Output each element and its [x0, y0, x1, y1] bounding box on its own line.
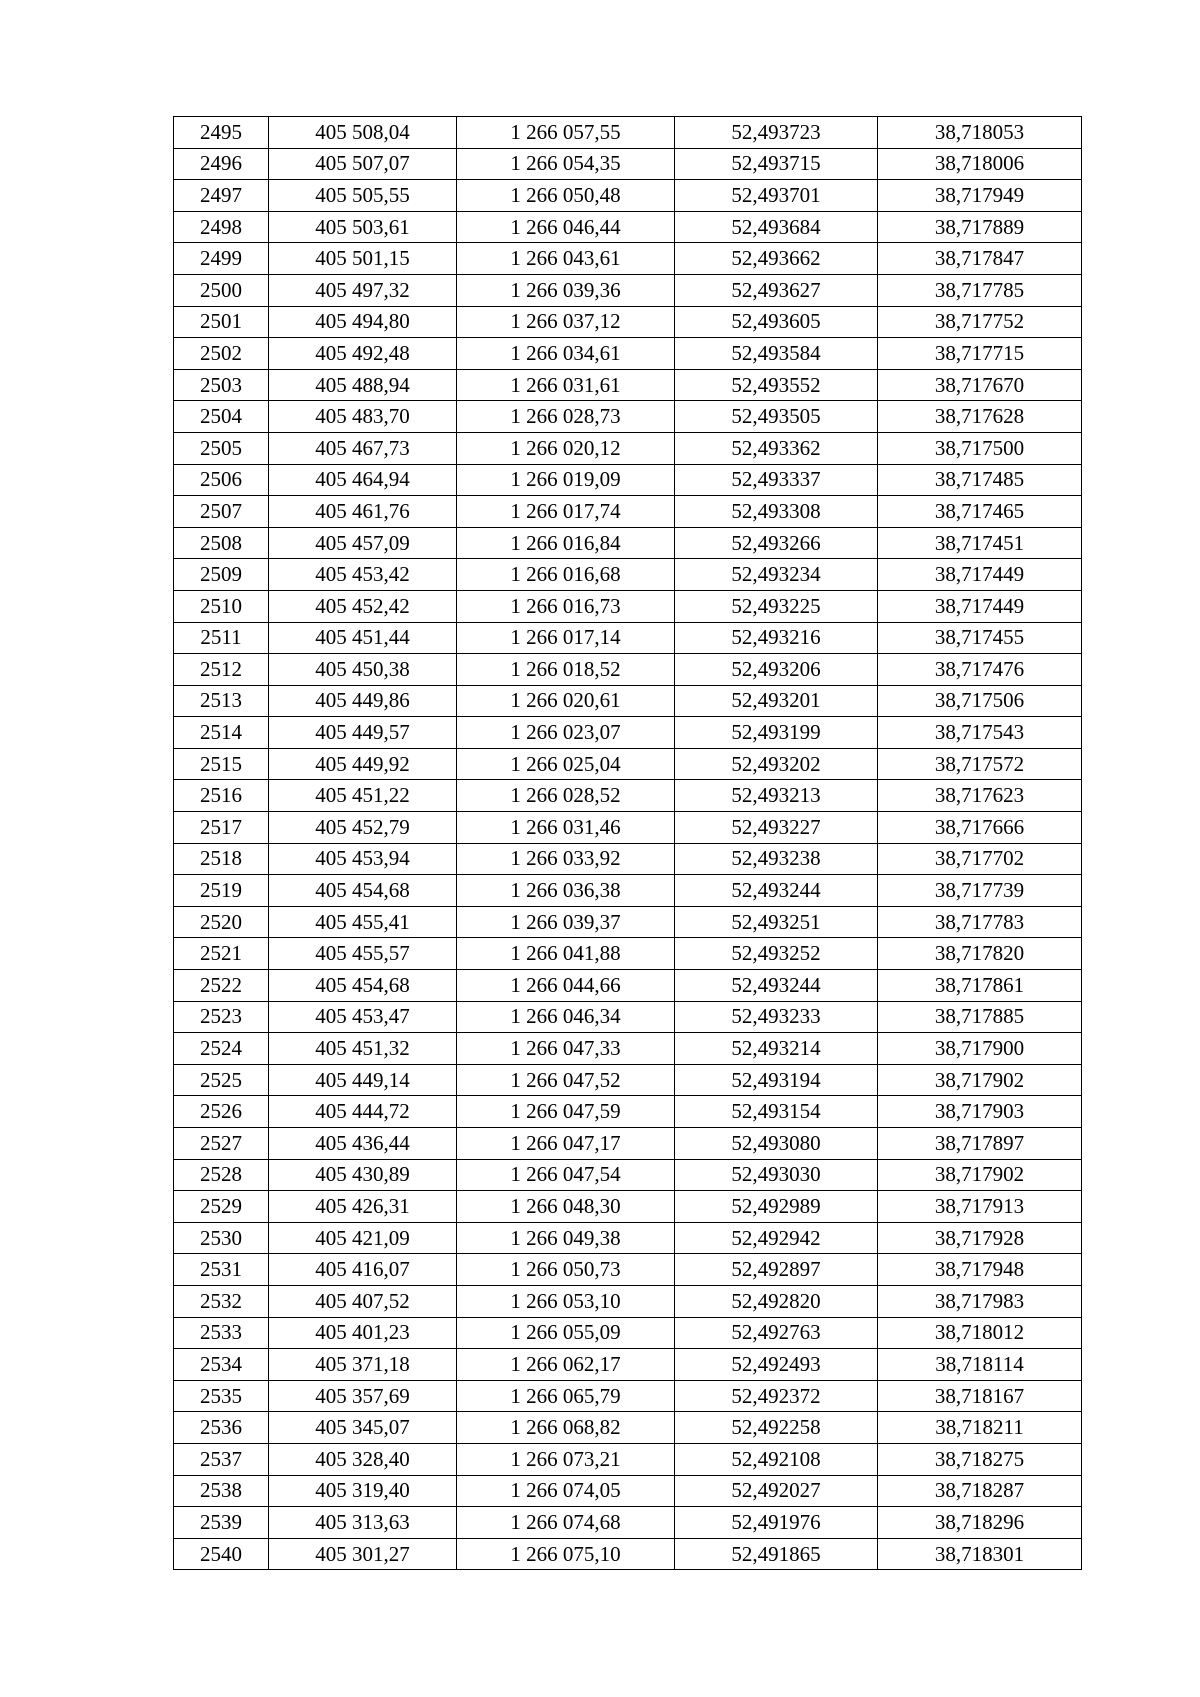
latitude-cell: 52,492989 [675, 1191, 878, 1223]
y-coordinate-cell: 1 266 055,09 [457, 1317, 675, 1349]
latitude-cell: 52,492108 [675, 1443, 878, 1475]
coordinates-table [173, 116, 1082, 1570]
latitude-cell: 52,493505 [675, 401, 878, 433]
table-row [174, 1254, 1082, 1286]
x-coordinate-cell: 405 483,70 [269, 401, 457, 433]
point-number-cell: 2526 [174, 1096, 269, 1128]
latitude-cell: 52,493206 [675, 654, 878, 686]
table-row [174, 1538, 1082, 1570]
table-row [174, 148, 1082, 180]
y-coordinate-cell: 1 266 050,48 [457, 180, 675, 212]
latitude-cell: 52,493214 [675, 1033, 878, 1065]
longitude-cell: 38,717928 [878, 1222, 1082, 1254]
longitude-cell: 38,717739 [878, 875, 1082, 907]
longitude-cell: 38,718012 [878, 1317, 1082, 1349]
latitude-cell: 52,493234 [675, 559, 878, 591]
x-coordinate-cell: 405 494,80 [269, 306, 457, 338]
table-row [174, 780, 1082, 812]
y-coordinate-cell: 1 266 016,73 [457, 590, 675, 622]
x-coordinate-cell: 405 328,40 [269, 1443, 457, 1475]
latitude-cell: 52,493238 [675, 843, 878, 875]
longitude-cell: 38,717889 [878, 211, 1082, 243]
latitude-cell: 52,491865 [675, 1538, 878, 1570]
latitude-cell: 52,493266 [675, 527, 878, 559]
table-row [174, 590, 1082, 622]
x-coordinate-cell: 405 467,73 [269, 432, 457, 464]
table-row [174, 369, 1082, 401]
point-number-cell: 2534 [174, 1349, 269, 1381]
point-number-cell: 2509 [174, 559, 269, 591]
x-coordinate-cell: 405 503,61 [269, 211, 457, 243]
table-row [174, 180, 1082, 212]
x-coordinate-cell: 405 501,15 [269, 243, 457, 275]
point-number-cell: 2507 [174, 496, 269, 528]
table-row [174, 1222, 1082, 1254]
latitude-cell: 52,493194 [675, 1064, 878, 1096]
point-number-cell: 2500 [174, 274, 269, 306]
table-row [174, 1443, 1082, 1475]
table-row [174, 1507, 1082, 1539]
longitude-cell: 38,717623 [878, 780, 1082, 812]
longitude-cell: 38,717902 [878, 1159, 1082, 1191]
latitude-cell: 52,493225 [675, 590, 878, 622]
x-coordinate-cell: 405 488,94 [269, 369, 457, 401]
x-coordinate-cell: 405 453,47 [269, 1001, 457, 1033]
table-row [174, 1096, 1082, 1128]
longitude-cell: 38,717449 [878, 590, 1082, 622]
point-number-cell: 2537 [174, 1443, 269, 1475]
point-number-cell: 2518 [174, 843, 269, 875]
point-number-cell: 2527 [174, 1128, 269, 1160]
longitude-cell: 38,718006 [878, 148, 1082, 180]
table-row [174, 748, 1082, 780]
table-row [174, 1001, 1082, 1033]
x-coordinate-cell: 405 416,07 [269, 1254, 457, 1286]
point-number-cell: 2498 [174, 211, 269, 243]
x-coordinate-cell: 405 461,76 [269, 496, 457, 528]
y-coordinate-cell: 1 266 016,84 [457, 527, 675, 559]
table-row [174, 496, 1082, 528]
x-coordinate-cell: 405 449,57 [269, 717, 457, 749]
point-number-cell: 2517 [174, 812, 269, 844]
longitude-cell: 38,717572 [878, 748, 1082, 780]
table-row [174, 970, 1082, 1002]
latitude-cell: 52,492942 [675, 1222, 878, 1254]
x-coordinate-cell: 405 430,89 [269, 1159, 457, 1191]
longitude-cell: 38,717465 [878, 496, 1082, 528]
y-coordinate-cell: 1 266 046,34 [457, 1001, 675, 1033]
latitude-cell: 52,492763 [675, 1317, 878, 1349]
table-row [174, 432, 1082, 464]
y-coordinate-cell: 1 266 047,17 [457, 1128, 675, 1160]
longitude-cell: 38,717666 [878, 812, 1082, 844]
longitude-cell: 38,717451 [878, 527, 1082, 559]
longitude-cell: 38,717783 [878, 906, 1082, 938]
latitude-cell: 52,493662 [675, 243, 878, 275]
point-number-cell: 2516 [174, 780, 269, 812]
y-coordinate-cell: 1 266 039,36 [457, 274, 675, 306]
point-number-cell: 2524 [174, 1033, 269, 1065]
longitude-cell: 38,718167 [878, 1380, 1082, 1412]
latitude-cell: 52,492372 [675, 1380, 878, 1412]
latitude-cell: 52,492027 [675, 1475, 878, 1507]
table-row [174, 1191, 1082, 1223]
longitude-cell: 38,717913 [878, 1191, 1082, 1223]
point-number-cell: 2512 [174, 654, 269, 686]
longitude-cell: 38,717670 [878, 369, 1082, 401]
point-number-cell: 2515 [174, 748, 269, 780]
longitude-cell: 38,718275 [878, 1443, 1082, 1475]
y-coordinate-cell: 1 266 025,04 [457, 748, 675, 780]
point-number-cell: 2538 [174, 1475, 269, 1507]
x-coordinate-cell: 405 449,14 [269, 1064, 457, 1096]
latitude-cell: 52,493252 [675, 938, 878, 970]
x-coordinate-cell: 405 492,48 [269, 338, 457, 370]
table-row [174, 1159, 1082, 1191]
table-row [174, 1475, 1082, 1507]
point-number-cell: 2533 [174, 1317, 269, 1349]
x-coordinate-cell: 405 453,42 [269, 559, 457, 591]
table-row [174, 1349, 1082, 1381]
y-coordinate-cell: 1 266 017,74 [457, 496, 675, 528]
point-number-cell: 2504 [174, 401, 269, 433]
point-number-cell: 2530 [174, 1222, 269, 1254]
longitude-cell: 38,717820 [878, 938, 1082, 970]
x-coordinate-cell: 405 451,44 [269, 622, 457, 654]
y-coordinate-cell: 1 266 075,10 [457, 1538, 675, 1570]
y-coordinate-cell: 1 266 048,30 [457, 1191, 675, 1223]
y-coordinate-cell: 1 266 037,12 [457, 306, 675, 338]
point-number-cell: 2531 [174, 1254, 269, 1286]
longitude-cell: 38,717449 [878, 559, 1082, 591]
longitude-cell: 38,717900 [878, 1033, 1082, 1065]
table-row [174, 843, 1082, 875]
x-coordinate-cell: 405 450,38 [269, 654, 457, 686]
point-number-cell: 2513 [174, 685, 269, 717]
longitude-cell: 38,718053 [878, 117, 1082, 149]
table-row [174, 464, 1082, 496]
point-number-cell: 2505 [174, 432, 269, 464]
point-number-cell: 2539 [174, 1507, 269, 1539]
point-number-cell: 2510 [174, 590, 269, 622]
y-coordinate-cell: 1 266 020,12 [457, 432, 675, 464]
latitude-cell: 52,493362 [675, 432, 878, 464]
x-coordinate-cell: 405 301,27 [269, 1538, 457, 1570]
longitude-cell: 38,717628 [878, 401, 1082, 433]
point-number-cell: 2511 [174, 622, 269, 654]
point-number-cell: 2529 [174, 1191, 269, 1223]
latitude-cell: 52,493233 [675, 1001, 878, 1033]
latitude-cell: 52,492258 [675, 1412, 878, 1444]
x-coordinate-cell: 405 451,22 [269, 780, 457, 812]
x-coordinate-cell: 405 357,69 [269, 1380, 457, 1412]
longitude-cell: 38,717861 [878, 970, 1082, 1002]
y-coordinate-cell: 1 266 043,61 [457, 243, 675, 275]
y-coordinate-cell: 1 266 031,61 [457, 369, 675, 401]
longitude-cell: 38,717500 [878, 432, 1082, 464]
table-row [174, 1380, 1082, 1412]
point-number-cell: 2523 [174, 1001, 269, 1033]
x-coordinate-cell: 405 455,57 [269, 938, 457, 970]
y-coordinate-cell: 1 266 033,92 [457, 843, 675, 875]
x-coordinate-cell: 405 426,31 [269, 1191, 457, 1223]
latitude-cell: 52,493202 [675, 748, 878, 780]
longitude-cell: 38,717903 [878, 1096, 1082, 1128]
point-number-cell: 2514 [174, 717, 269, 749]
y-coordinate-cell: 1 266 028,73 [457, 401, 675, 433]
point-number-cell: 2497 [174, 180, 269, 212]
y-coordinate-cell: 1 266 050,73 [457, 1254, 675, 1286]
point-number-cell: 2502 [174, 338, 269, 370]
x-coordinate-cell: 405 345,07 [269, 1412, 457, 1444]
longitude-cell: 38,718296 [878, 1507, 1082, 1539]
y-coordinate-cell: 1 266 068,82 [457, 1412, 675, 1444]
y-coordinate-cell: 1 266 065,79 [457, 1380, 675, 1412]
table-row [174, 1317, 1082, 1349]
point-number-cell: 2525 [174, 1064, 269, 1096]
latitude-cell: 52,493216 [675, 622, 878, 654]
table-row [174, 812, 1082, 844]
longitude-cell: 38,717506 [878, 685, 1082, 717]
table-row [174, 622, 1082, 654]
point-number-cell: 2532 [174, 1285, 269, 1317]
x-coordinate-cell: 405 436,44 [269, 1128, 457, 1160]
y-coordinate-cell: 1 266 020,61 [457, 685, 675, 717]
longitude-cell: 38,717785 [878, 274, 1082, 306]
latitude-cell: 52,493080 [675, 1128, 878, 1160]
table-row [174, 527, 1082, 559]
document-page [173, 116, 1081, 1570]
x-coordinate-cell: 405 508,04 [269, 117, 457, 149]
latitude-cell: 52,493251 [675, 906, 878, 938]
latitude-cell: 52,493244 [675, 970, 878, 1002]
longitude-cell: 38,718114 [878, 1349, 1082, 1381]
y-coordinate-cell: 1 266 017,14 [457, 622, 675, 654]
y-coordinate-cell: 1 266 057,55 [457, 117, 675, 149]
y-coordinate-cell: 1 266 062,17 [457, 1349, 675, 1381]
latitude-cell: 52,493244 [675, 875, 878, 907]
point-number-cell: 2540 [174, 1538, 269, 1570]
x-coordinate-cell: 405 319,40 [269, 1475, 457, 1507]
latitude-cell: 52,493584 [675, 338, 878, 370]
table-row [174, 306, 1082, 338]
x-coordinate-cell: 405 313,63 [269, 1507, 457, 1539]
latitude-cell: 52,493701 [675, 180, 878, 212]
table-row [174, 1128, 1082, 1160]
x-coordinate-cell: 405 497,32 [269, 274, 457, 306]
longitude-cell: 38,717897 [878, 1128, 1082, 1160]
y-coordinate-cell: 1 266 047,54 [457, 1159, 675, 1191]
latitude-cell: 52,493199 [675, 717, 878, 749]
coordinates-table-body [174, 117, 1082, 1570]
x-coordinate-cell: 405 407,52 [269, 1285, 457, 1317]
point-number-cell: 2536 [174, 1412, 269, 1444]
y-coordinate-cell: 1 266 074,68 [457, 1507, 675, 1539]
point-number-cell: 2499 [174, 243, 269, 275]
table-row [174, 717, 1082, 749]
latitude-cell: 52,493715 [675, 148, 878, 180]
x-coordinate-cell: 405 507,07 [269, 148, 457, 180]
x-coordinate-cell: 405 455,41 [269, 906, 457, 938]
point-number-cell: 2528 [174, 1159, 269, 1191]
y-coordinate-cell: 1 266 028,52 [457, 780, 675, 812]
longitude-cell: 38,717949 [878, 180, 1082, 212]
point-number-cell: 2495 [174, 117, 269, 149]
table-row [174, 1285, 1082, 1317]
table-row [174, 1064, 1082, 1096]
latitude-cell: 52,493627 [675, 274, 878, 306]
latitude-cell: 52,493684 [675, 211, 878, 243]
x-coordinate-cell: 405 454,68 [269, 970, 457, 1002]
y-coordinate-cell: 1 266 046,44 [457, 211, 675, 243]
longitude-cell: 38,717543 [878, 717, 1082, 749]
table-row [174, 654, 1082, 686]
latitude-cell: 52,493308 [675, 496, 878, 528]
latitude-cell: 52,493213 [675, 780, 878, 812]
table-row [174, 938, 1082, 970]
y-coordinate-cell: 1 266 053,10 [457, 1285, 675, 1317]
x-coordinate-cell: 405 449,92 [269, 748, 457, 780]
point-number-cell: 2508 [174, 527, 269, 559]
x-coordinate-cell: 405 421,09 [269, 1222, 457, 1254]
latitude-cell: 52,493227 [675, 812, 878, 844]
y-coordinate-cell: 1 266 031,46 [457, 812, 675, 844]
x-coordinate-cell: 405 451,32 [269, 1033, 457, 1065]
x-coordinate-cell: 405 453,94 [269, 843, 457, 875]
y-coordinate-cell: 1 266 073,21 [457, 1443, 675, 1475]
table-row [174, 274, 1082, 306]
latitude-cell: 52,493552 [675, 369, 878, 401]
y-coordinate-cell: 1 266 044,66 [457, 970, 675, 1002]
y-coordinate-cell: 1 266 041,88 [457, 938, 675, 970]
latitude-cell: 52,493030 [675, 1159, 878, 1191]
longitude-cell: 38,718301 [878, 1538, 1082, 1570]
latitude-cell: 52,492820 [675, 1285, 878, 1317]
longitude-cell: 38,717715 [878, 338, 1082, 370]
latitude-cell: 52,492493 [675, 1349, 878, 1381]
longitude-cell: 38,717902 [878, 1064, 1082, 1096]
y-coordinate-cell: 1 266 047,33 [457, 1033, 675, 1065]
x-coordinate-cell: 405 371,18 [269, 1349, 457, 1381]
longitude-cell: 38,717885 [878, 1001, 1082, 1033]
y-coordinate-cell: 1 266 047,59 [457, 1096, 675, 1128]
y-coordinate-cell: 1 266 034,61 [457, 338, 675, 370]
table-row [174, 338, 1082, 370]
longitude-cell: 38,718211 [878, 1412, 1082, 1444]
latitude-cell: 52,493201 [675, 685, 878, 717]
x-coordinate-cell: 405 444,72 [269, 1096, 457, 1128]
latitude-cell: 52,492897 [675, 1254, 878, 1286]
x-coordinate-cell: 405 452,42 [269, 590, 457, 622]
latitude-cell: 52,493723 [675, 117, 878, 149]
y-coordinate-cell: 1 266 016,68 [457, 559, 675, 591]
point-number-cell: 2503 [174, 369, 269, 401]
table-row [174, 1412, 1082, 1444]
point-number-cell: 2521 [174, 938, 269, 970]
x-coordinate-cell: 405 454,68 [269, 875, 457, 907]
point-number-cell: 2501 [174, 306, 269, 338]
table-row [174, 906, 1082, 938]
longitude-cell: 38,717752 [878, 306, 1082, 338]
y-coordinate-cell: 1 266 036,38 [457, 875, 675, 907]
x-coordinate-cell: 405 401,23 [269, 1317, 457, 1349]
point-number-cell: 2522 [174, 970, 269, 1002]
y-coordinate-cell: 1 266 019,09 [457, 464, 675, 496]
table-row [174, 1033, 1082, 1065]
latitude-cell: 52,493154 [675, 1096, 878, 1128]
longitude-cell: 38,718287 [878, 1475, 1082, 1507]
longitude-cell: 38,717455 [878, 622, 1082, 654]
point-number-cell: 2519 [174, 875, 269, 907]
latitude-cell: 52,493337 [675, 464, 878, 496]
y-coordinate-cell: 1 266 039,37 [457, 906, 675, 938]
longitude-cell: 38,717702 [878, 843, 1082, 875]
y-coordinate-cell: 1 266 023,07 [457, 717, 675, 749]
point-number-cell: 2506 [174, 464, 269, 496]
latitude-cell: 52,491976 [675, 1507, 878, 1539]
table-row [174, 685, 1082, 717]
point-number-cell: 2535 [174, 1380, 269, 1412]
y-coordinate-cell: 1 266 049,38 [457, 1222, 675, 1254]
x-coordinate-cell: 405 464,94 [269, 464, 457, 496]
x-coordinate-cell: 405 505,55 [269, 180, 457, 212]
x-coordinate-cell: 405 452,79 [269, 812, 457, 844]
point-number-cell: 2520 [174, 906, 269, 938]
table-row [174, 211, 1082, 243]
longitude-cell: 38,717485 [878, 464, 1082, 496]
longitude-cell: 38,717948 [878, 1254, 1082, 1286]
y-coordinate-cell: 1 266 018,52 [457, 654, 675, 686]
y-coordinate-cell: 1 266 047,52 [457, 1064, 675, 1096]
latitude-cell: 52,493605 [675, 306, 878, 338]
table-row [174, 559, 1082, 591]
y-coordinate-cell: 1 266 074,05 [457, 1475, 675, 1507]
point-number-cell: 2496 [174, 148, 269, 180]
y-coordinate-cell: 1 266 054,35 [457, 148, 675, 180]
table-row [174, 875, 1082, 907]
table-row [174, 243, 1082, 275]
longitude-cell: 38,717983 [878, 1285, 1082, 1317]
table-row [174, 117, 1082, 149]
table-row [174, 401, 1082, 433]
x-coordinate-cell: 405 449,86 [269, 685, 457, 717]
x-coordinate-cell: 405 457,09 [269, 527, 457, 559]
longitude-cell: 38,717476 [878, 654, 1082, 686]
longitude-cell: 38,717847 [878, 243, 1082, 275]
